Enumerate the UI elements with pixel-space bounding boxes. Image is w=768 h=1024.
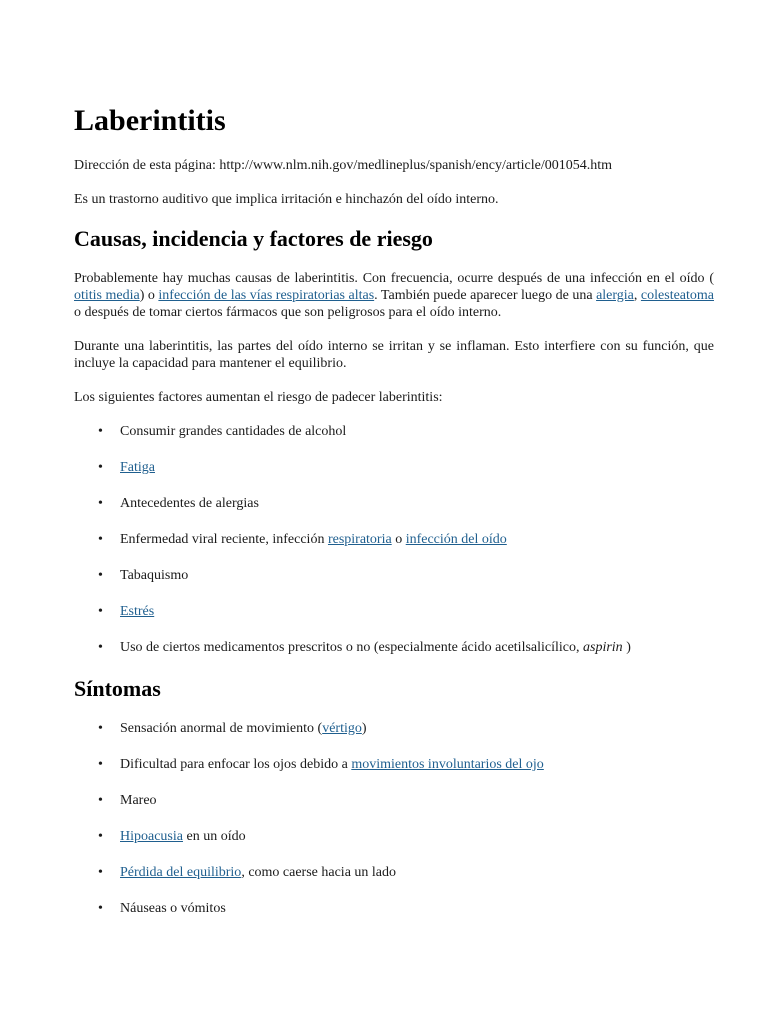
causes-heading: Causas, incidencia y factores de riesgo	[74, 226, 433, 251]
risk-item-viral-text: Enfermedad viral reciente, infección	[120, 532, 328, 547]
causes-p1-text-4: ,	[633, 288, 641, 303]
bullet: •	[98, 721, 103, 736]
bullet: •	[98, 532, 103, 547]
bullet: •	[98, 901, 103, 916]
page-title: Laberintitis	[74, 104, 226, 137]
hearing-loss-link[interactable]: Hipoacusia	[120, 829, 183, 844]
causes-paragraph-3: Los siguientes factores aumentan el riesgo de padecer laberintitis:	[74, 390, 443, 405]
address-url: http://www.nlm.nih.gov/medlineplus/spanish/ency/article/001054.htm	[219, 158, 612, 173]
list-item	[74, 603, 714, 620]
bullet: •	[98, 424, 103, 439]
list-item	[74, 531, 714, 548]
fatigue-link[interactable]: Fatiga	[120, 460, 155, 475]
risk-item-viral-or: o	[391, 532, 406, 547]
aspirin-text: aspirin	[583, 640, 623, 655]
intro-paragraph: Es un trastorno auditivo que implica irritación e hinchazón del oído interno.	[74, 192, 499, 207]
list-item	[74, 567, 714, 584]
risk-item-medication-close: )	[622, 640, 631, 655]
ear-infection-link[interactable]: infección del oído	[405, 532, 507, 547]
risk-item-allergies: Antecedentes de alergias	[120, 496, 259, 511]
page-address	[74, 157, 714, 174]
address-label: Dirección de esta página:	[74, 158, 216, 173]
symptoms-heading: Síntomas	[74, 676, 161, 701]
symptom-vertigo-close: )	[361, 721, 367, 736]
list-item	[74, 423, 714, 440]
risk-item-smoking: Tabaquismo	[120, 568, 189, 583]
vertigo-link[interactable]: vértigo	[322, 721, 362, 736]
list-item	[74, 792, 714, 809]
list-item	[74, 828, 714, 845]
involuntary-eye-movements-link[interactable]: movimientos involuntarios del ojo	[351, 757, 544, 772]
risk-factor-list	[74, 423, 714, 656]
symptom-hearing-text: en un oído	[182, 829, 246, 844]
bullet: •	[98, 793, 103, 808]
symptom-nausea: Náuseas o vómitos	[120, 901, 226, 916]
upper-respiratory-infection-link[interactable]: infección de las vías respiratorias altas	[158, 288, 375, 303]
list-item	[74, 495, 714, 512]
list-item	[74, 459, 714, 476]
bullet: •	[98, 829, 103, 844]
symptom-list	[74, 720, 714, 917]
bullet: •	[98, 460, 103, 475]
cholesteatoma-link[interactable]: colesteatoma	[640, 288, 714, 303]
bullet: •	[98, 757, 103, 772]
otitis-media-link[interactable]: otitis media	[74, 288, 140, 303]
causes-paragraph-2: Durante una laberintitis, las partes del oído interno se irritan y se inflaman. Esto interfiere con su función, que incluye la capacidad para mantener el equilibrio.	[74, 339, 714, 371]
symptom-dizziness: Mareo	[120, 793, 157, 808]
list-item	[74, 720, 714, 737]
risk-item-medication-text: Uso de ciertos medicamentos prescritos o no (especialmente ácido acetilsalicílico,	[120, 640, 583, 655]
symptom-vertigo-text: Sensación anormal de movimiento (	[120, 721, 323, 736]
bullet: •	[98, 568, 103, 583]
bullet: •	[98, 640, 103, 655]
bullet: •	[98, 604, 103, 619]
causes-p1-text-3: . También puede aparecer luego de una	[374, 288, 597, 303]
bullet: •	[98, 865, 103, 880]
bullet: •	[98, 496, 103, 511]
respiratory-link[interactable]: respiratoria	[327, 532, 392, 547]
list-item	[74, 639, 714, 656]
causes-p1-text-1: Probablemente hay muchas causas de laberintitis. Con frecuencia, ocurre después de una infección en el oído (	[74, 271, 714, 286]
causes-paragraph-1	[74, 270, 714, 321]
list-item	[74, 864, 714, 881]
causes-p1-text-5: o después de tomar ciertos fármacos que son peligrosos para el oído interno.	[74, 305, 502, 320]
loss-of-balance-link[interactable]: Pérdida del equilibrio	[120, 865, 242, 880]
causes-p1-text-2: ) o	[139, 288, 159, 303]
allergy-link[interactable]: alergia	[596, 288, 634, 303]
symptom-balance-text: , como caerse hacia un lado	[241, 865, 397, 880]
symptom-focus-text: Dificultad para enfocar los ojos debido a	[120, 757, 352, 772]
risk-item-alcohol: Consumir grandes cantidades de alcohol	[120, 424, 347, 439]
list-item	[74, 756, 714, 773]
list-item	[74, 900, 714, 917]
stress-link[interactable]: Estrés	[120, 604, 155, 619]
